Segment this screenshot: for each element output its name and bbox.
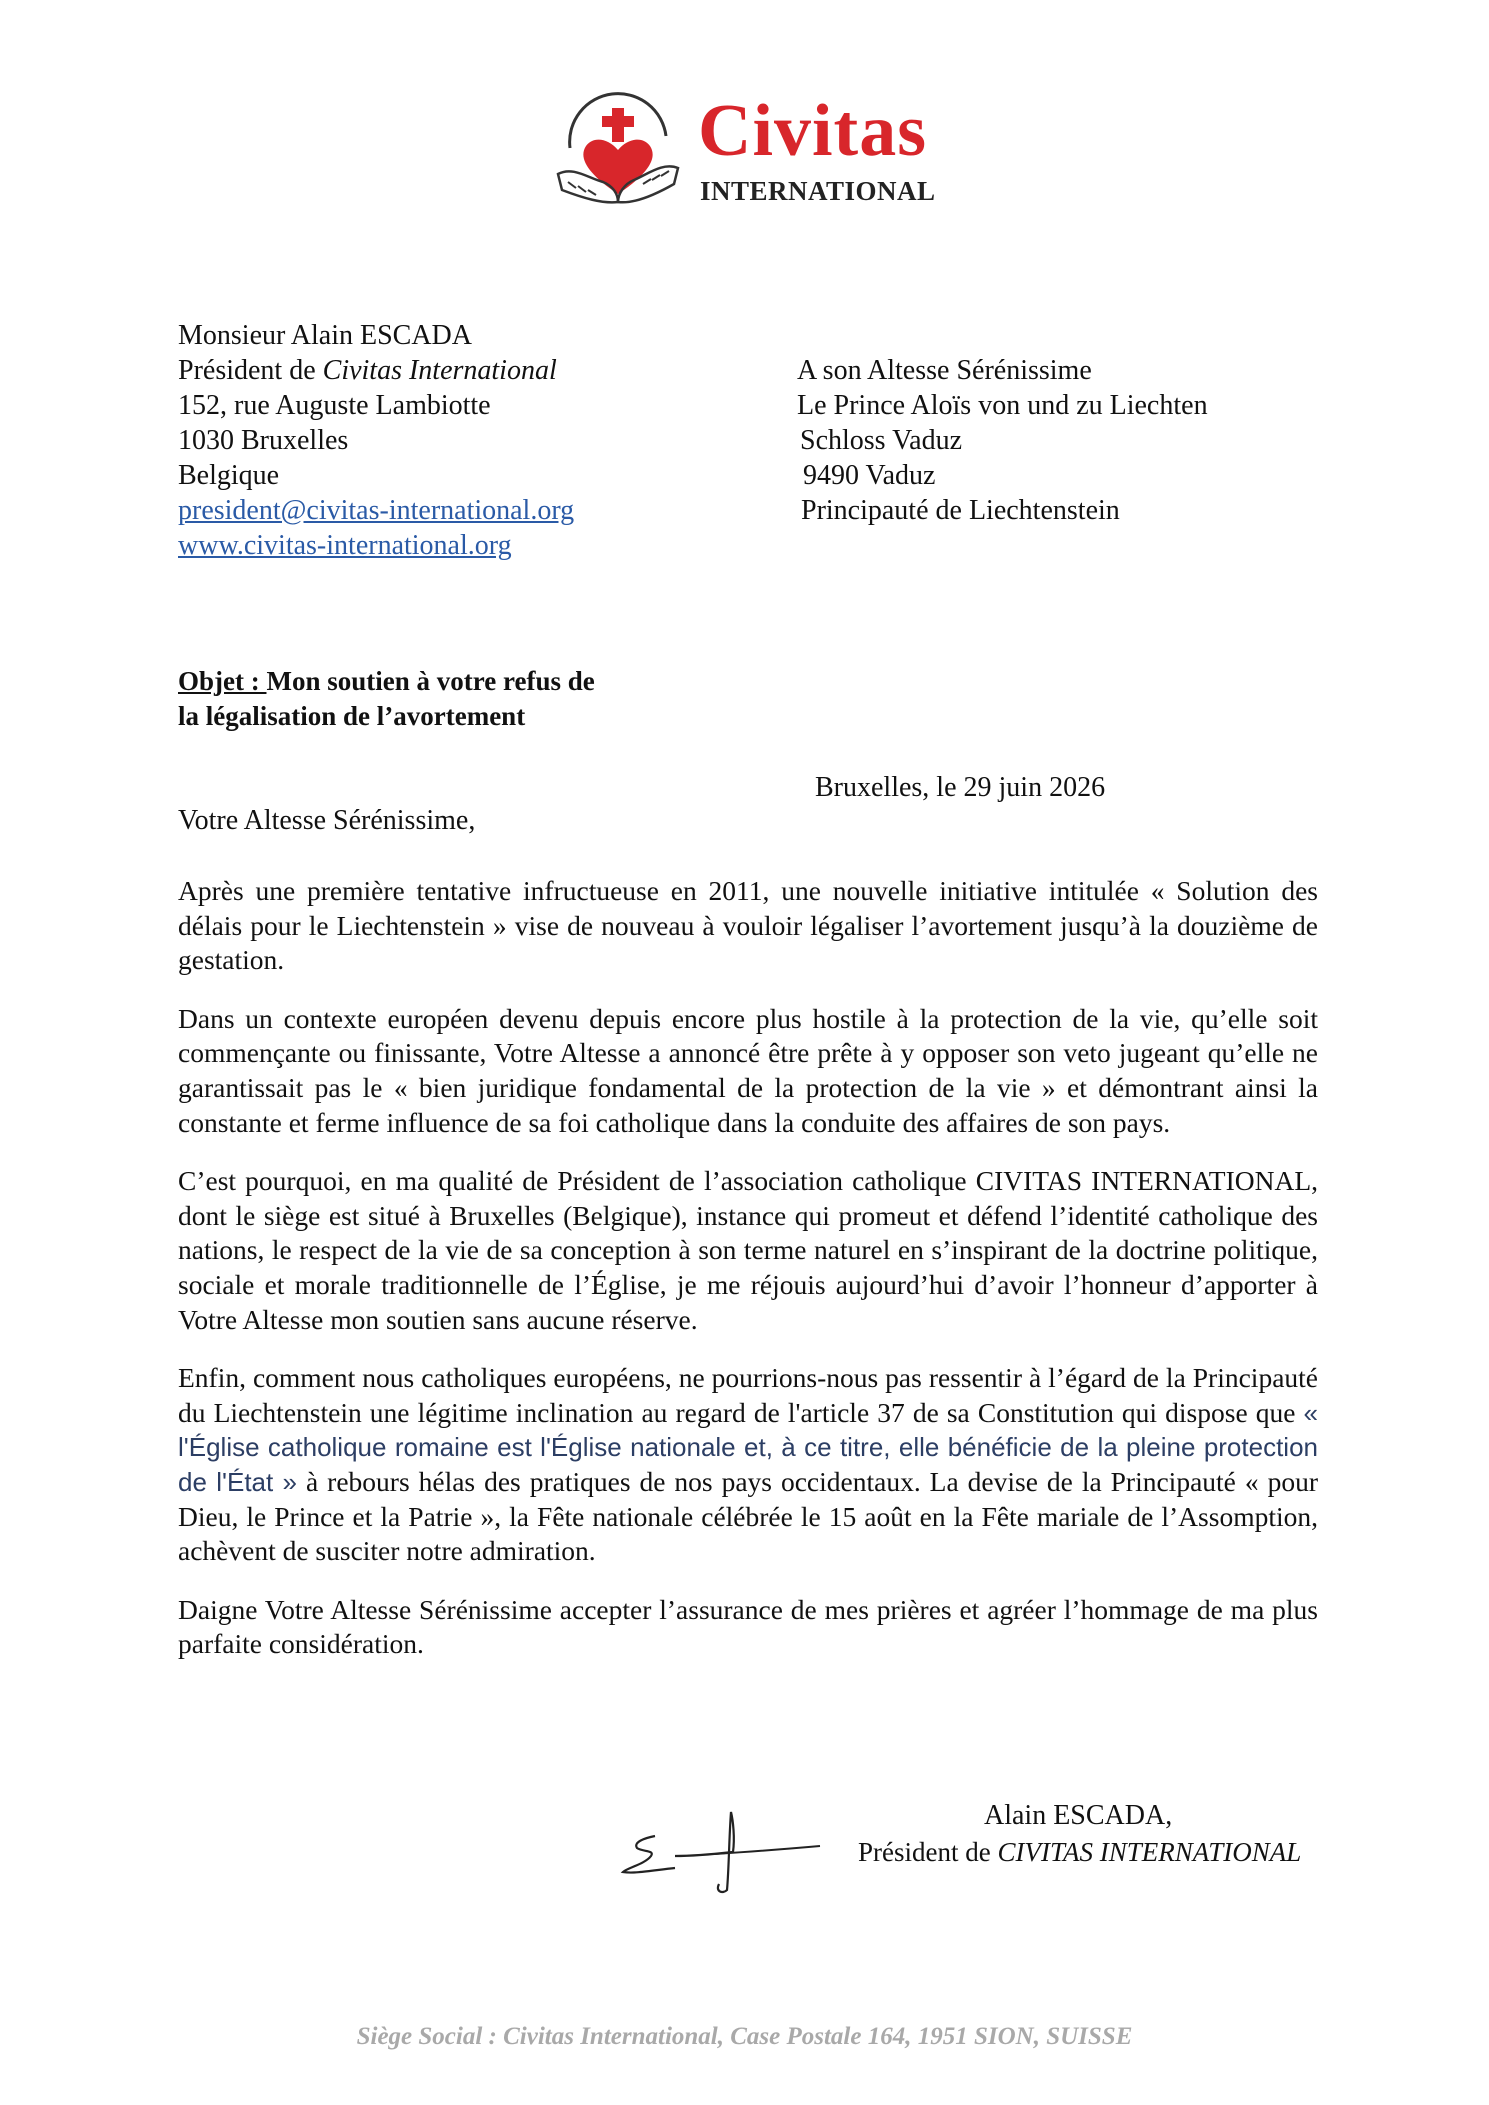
sender-city: 1030 Bruxelles	[178, 425, 349, 456]
subject-block	[178, 664, 738, 734]
paragraph-5: Daigne Votre Altesse Sérénissime accepter l’assurance de mes prières et agréer l’hommage de ma plus parfaite considération.	[178, 1593, 1318, 1660]
recipient-line-4: 9490 Vaduz	[803, 460, 936, 491]
logo-brand-name: Civitas	[698, 90, 927, 172]
constitution-quote: « l'Église catholique romaine est l'Église nationale et, à ce titre, elle bénéficie de la pleine protection de l'État »	[178, 1397, 1318, 1497]
sender-email-link[interactable]: president@civitas-international.org	[178, 495, 575, 526]
sender-title	[178, 353, 698, 388]
signatory-name: Alain ESCADA,	[984, 1800, 1173, 1831]
sender-country: Belgique	[178, 460, 280, 491]
signatory-role-prefix: Président de	[858, 1837, 998, 1867]
footer-address: Siège Social : Civitas International, Case Postale 164, 1951 SION, SUISSE	[356, 2023, 1133, 2050]
subject-label: Objet :	[178, 666, 267, 696]
paragraph-4-end: à rebours hélas des pratiques de nos pays occidentaux. La devise de la Principauté « pour Dieu, le Prince et la Patrie », la Fête nationale célébrée le 15 août en la Fête mariale de l’Assomption, achèvent de susciter notre admiration.	[178, 1465, 1318, 1567]
sender-title-prefix: Président de	[178, 355, 323, 386]
sender-address-block	[178, 318, 698, 563]
subject-line-2: la légalisation de l’avortement	[178, 701, 526, 731]
recipient-line-1: A son Altesse Sérénissime	[797, 355, 1092, 386]
signatory-role	[858, 1835, 1301, 1870]
sender-name: Monsieur Alain ESCADA	[178, 320, 472, 351]
date-line: Bruxelles, le 29 juin 2026	[815, 772, 1106, 803]
recipient-line-2: Le Prince Aloïs von und zu Liechten	[797, 390, 1208, 421]
paragraph-3: C’est pourquoi, en ma qualité de Président de l’association catholique CIVITAS INTERNATIONAL, dont le siège est situé à Bruxelles (Belgique), instance qui promeut et défend l’identité catholique des nations, le respect de la vie de sa conception à son terme naturel en s’inspirant de la doctrine politique, sociale et morale traditionnelle de l’Église, je me réjouis aujourd’hui d’avoir l’honneur d’apporter à Votre Altesse mon soutien sans aucune réserve.	[178, 1165, 1318, 1335]
letter-body	[178, 874, 1318, 1686]
signatory-role-org: CIVITAS INTERNATIONAL	[997, 1837, 1302, 1867]
sender-street: 152, rue Auguste Lambiotte	[178, 390, 491, 421]
logo-subtitle: INTERNATIONAL	[700, 176, 936, 206]
civitas-logo	[548, 86, 948, 226]
paragraph-2: Dans un contexte européen devenu depuis encore plus hostile à la protection de la vie, qu’elle soit commençante ou finissante, Votre Altesse a annoncé être prête à y opposer son veto jugeant qu’elle ne garantissait pas le « bien juridique fondamental de la protection de la vie » et démontrant ainsi la constante et ferme influence de sa foi catholique dans la conduite des affaires de son pays.	[178, 1002, 1318, 1138]
subject-line-1	[178, 664, 738, 699]
recipient-address-block	[797, 353, 1397, 528]
handwritten-signature	[615, 1808, 825, 1898]
sender-website-link[interactable]: www.civitas-international.org	[178, 530, 512, 561]
salutation: Votre Altesse Sérénissime,	[178, 805, 476, 836]
paragraph-1: Après une première tentative infructueuse en 2011, une nouvelle initiative intitulée « Solution des délais pour le Liechtenstein » vise de nouveau à vouloir légaliser l’avortement jusqu’à la douzième de gestation.	[178, 875, 1318, 976]
recipient-line-3: Schloss Vaduz	[800, 425, 963, 456]
hands-heart-logo-icon	[548, 86, 688, 216]
paragraph-4-start: Enfin, comment nous catholiques européens, ne pourrions-nous pas ressentir à l’égard de la Principauté du Liechtenstein une légitime inclination au regard de l'article 37 de sa Constitution qui dispose que	[178, 1362, 1318, 1428]
paragraph-4	[178, 1361, 1318, 1569]
subject-text-1: Mon soutien à votre refus de	[266, 666, 595, 696]
recipient-line-5: Principauté de Liechtenstein	[801, 495, 1120, 526]
sender-title-org: Civitas International	[322, 355, 557, 386]
